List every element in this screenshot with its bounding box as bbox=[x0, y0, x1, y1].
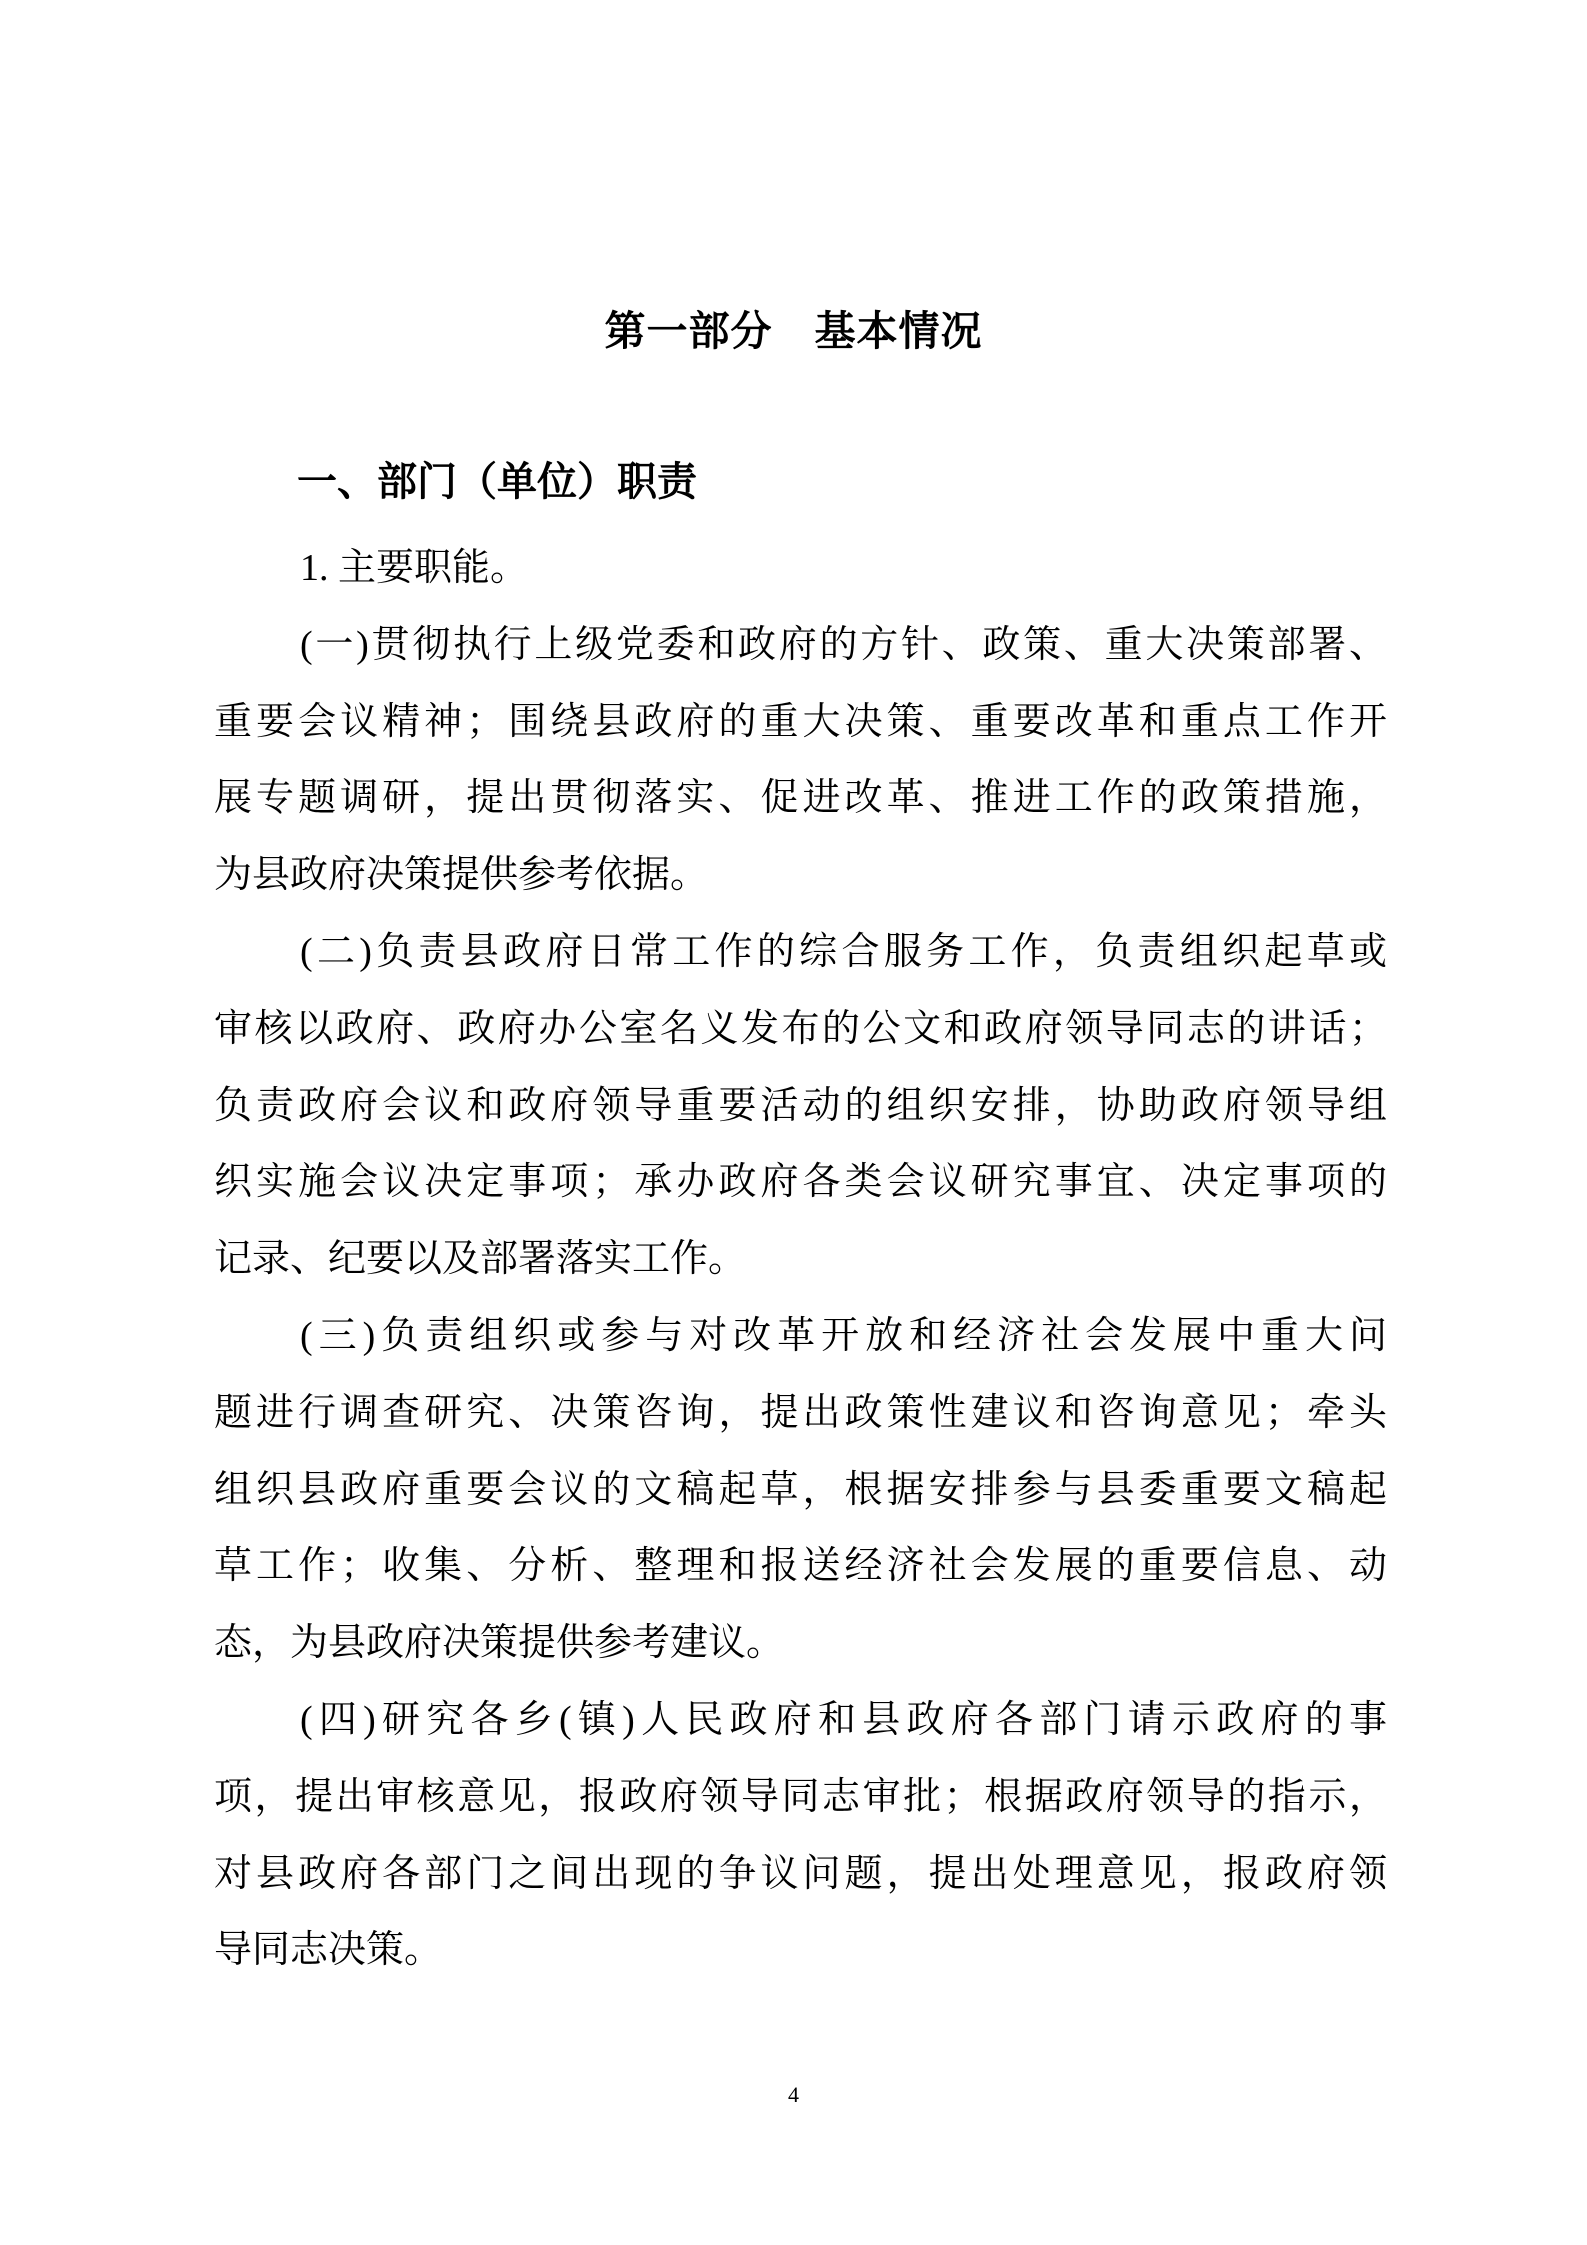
paragraph bbox=[214, 914, 1387, 1298]
paragraph-line: (三)负责组织或参与对改革开放和经济社会发展中重大问 bbox=[300, 1314, 1387, 1357]
paragraph bbox=[214, 1298, 1387, 1682]
paragraph-line: 草工作；收集、分析、整理和报送经济社会发展的重要信息、动 bbox=[214, 1545, 1387, 1588]
section-heading: 一、部门（单位）职责 bbox=[297, 460, 697, 504]
paragraph-line: 织实施会议决定事项；承办政府各类会议研究事宜、决定事项的 bbox=[214, 1161, 1387, 1204]
paragraph-line: (四)研究各乡(镇)人民政府和县政府各部门请示政府的事 bbox=[300, 1698, 1387, 1741]
paragraph-line: (二)负责县政府日常工作的综合服务工作，负责组织起草或 bbox=[300, 930, 1387, 973]
paragraph-line: 题进行调查研究、决策咨询，提出政策性建议和咨询意见；牵头 bbox=[214, 1391, 1387, 1434]
paragraph-line: 项，提出审核意见，报政府领导同志审批；根据政府领导的指示， bbox=[214, 1775, 1387, 1818]
paragraph-line: 展专题调研，提出贯彻落实、促进改革、推进工作的政策措施， bbox=[214, 777, 1387, 820]
paragraph-line: 记录、纪要以及部署落实工作。 bbox=[214, 1238, 747, 1281]
paragraph-line: 导同志决策。 bbox=[214, 1929, 443, 1972]
paragraph-line: 为县政府决策提供参考依据。 bbox=[214, 854, 709, 897]
paragraph-line: 审核以政府、政府办公室名义发布的公文和政府领导同志的讲话； bbox=[214, 1007, 1387, 1050]
paragraph-line: 态，为县政府决策提供参考建议。 bbox=[214, 1622, 785, 1665]
paragraph-line: (一)贯彻执行上级党委和政府的方针、政策、重大决策部署、 bbox=[300, 623, 1387, 666]
paragraph-line: 负责政府会议和政府领导重要活动的组织安排，协助政府领导组 bbox=[214, 1084, 1387, 1127]
paragraph-line: 重要会议精神；围绕县政府的重大决策、重要改革和重点工作开 bbox=[214, 700, 1387, 743]
paragraph-line: 组织县政府重要会议的文稿起草，根据安排参与县委重要文稿起 bbox=[214, 1468, 1387, 1511]
item-label: 1. 主要职能。 bbox=[300, 547, 529, 589]
paragraph-line: 对县政府各部门之间出现的争议问题，提出处理意见，报政府领 bbox=[214, 1852, 1387, 1895]
page-number: 4 bbox=[788, 2082, 799, 2107]
paragraph bbox=[214, 1682, 1387, 1989]
paragraph bbox=[214, 607, 1387, 914]
paragraphs bbox=[214, 607, 1387, 1989]
document-body bbox=[214, 530, 1387, 1989]
page-title: 第一部分 基本情况 bbox=[604, 308, 983, 354]
